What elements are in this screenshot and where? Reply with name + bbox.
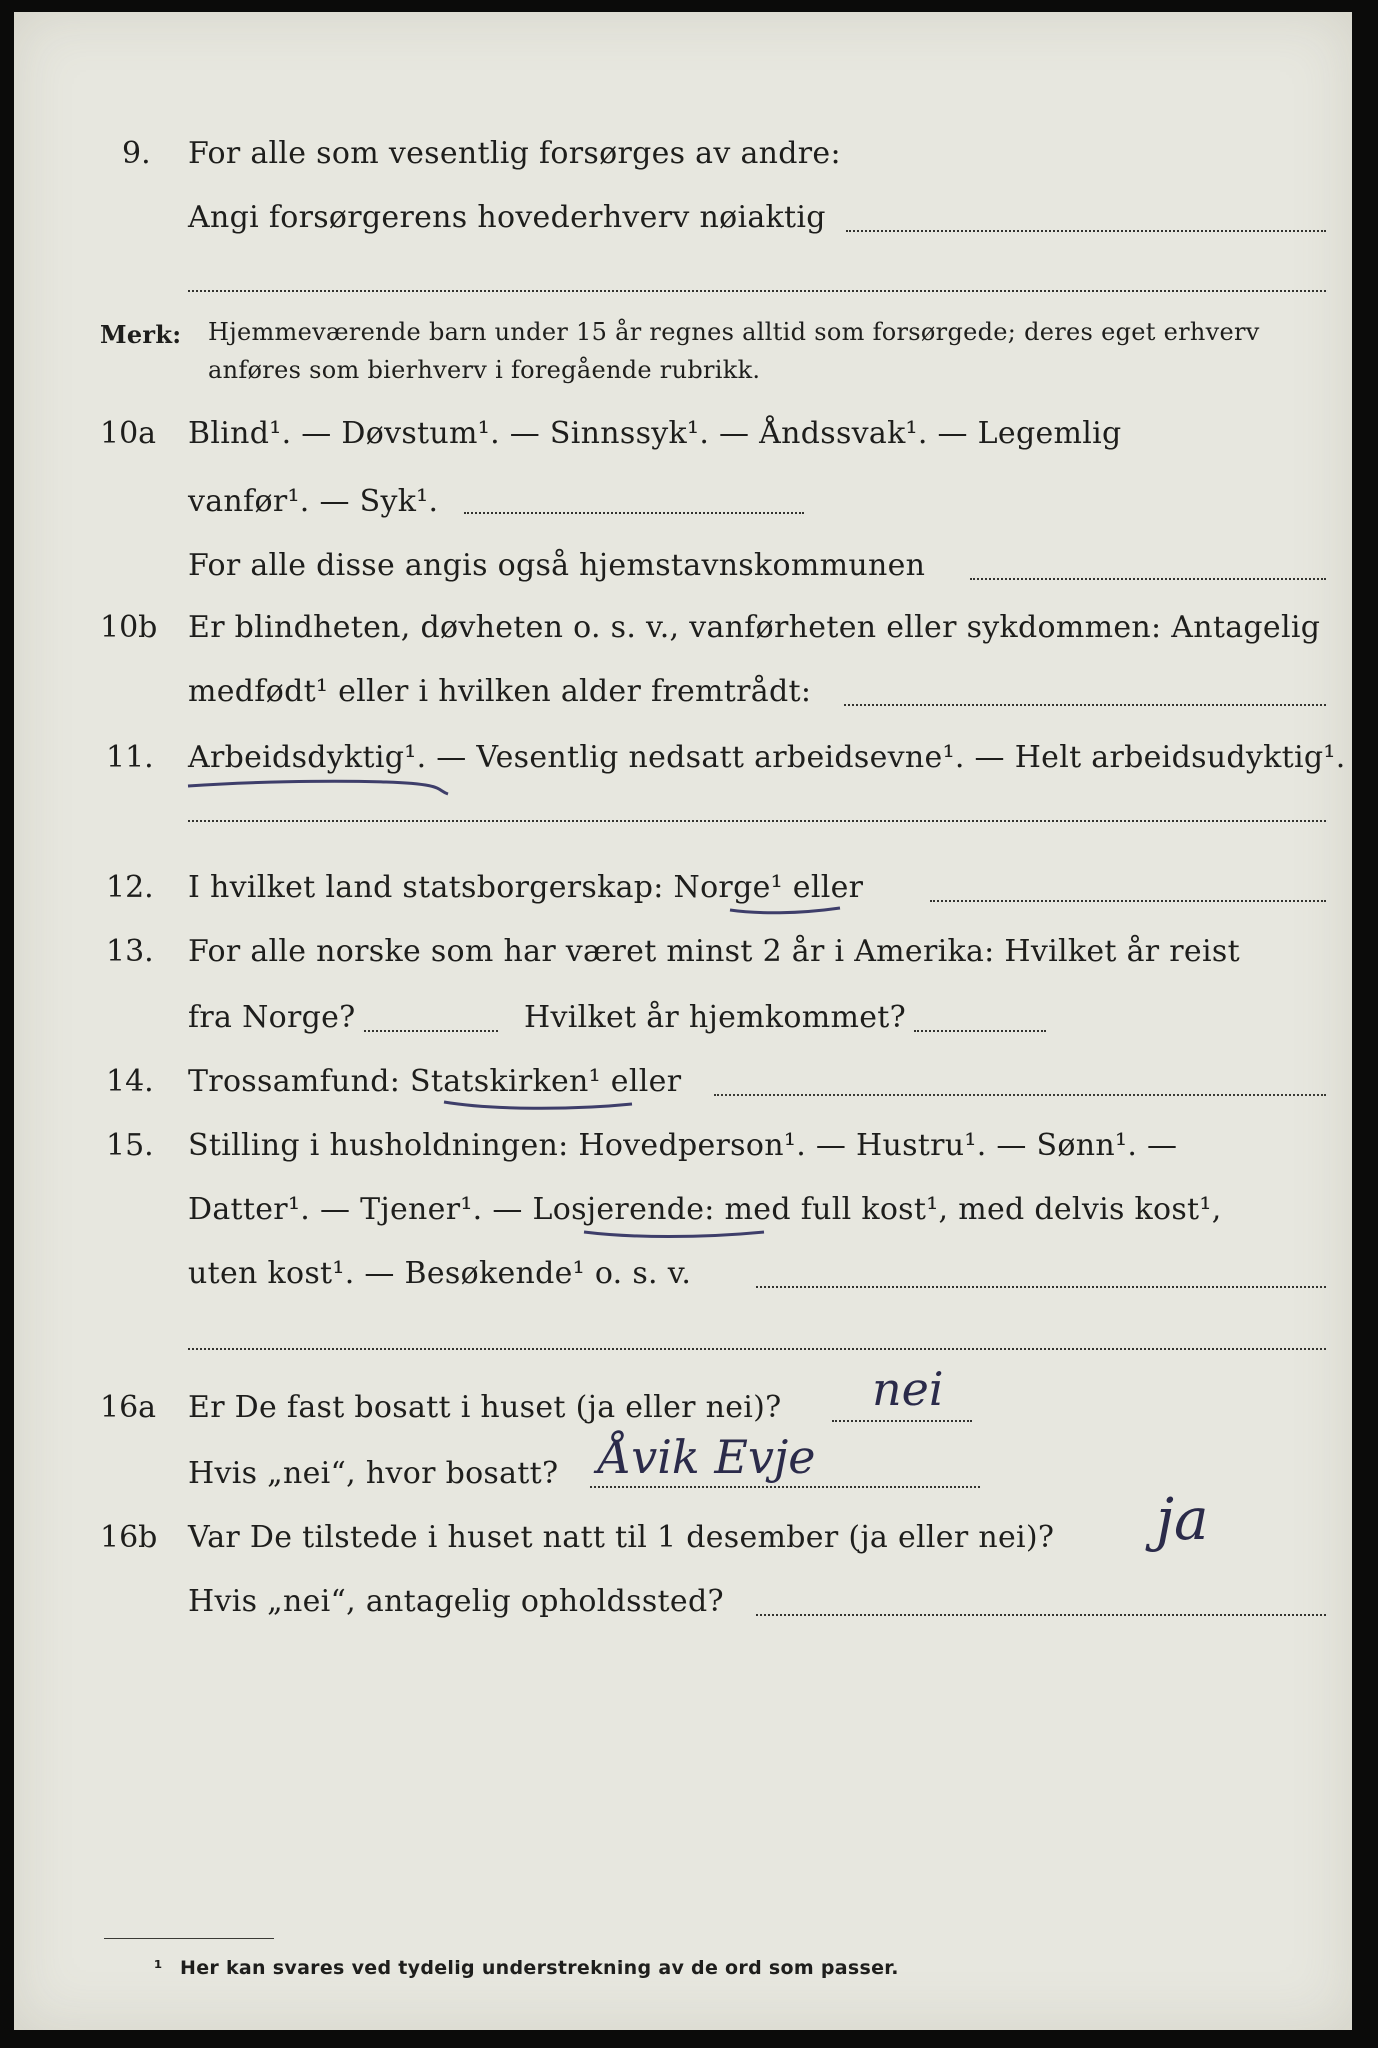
- q15-number: 15.: [106, 1128, 154, 1163]
- q10a-sick-answer-line[interactable]: [464, 512, 804, 514]
- q15-line1: Stilling i husholdningen: Hovedperson¹. — Hustru¹. — Sønn¹. —: [188, 1128, 1178, 1163]
- q15-answer-line-2[interactable]: [188, 1348, 1326, 1350]
- q14-underline-mark: [442, 1094, 642, 1118]
- q11-line1: Arbeidsdyktig¹. — Vesentlig nedsatt arbeidsevne¹. — Helt arbeidsudyktig¹.: [188, 740, 1346, 775]
- q13-line1: For alle norske som har været minst 2 år i Amerika: Hvilket år reist: [188, 934, 1240, 969]
- footnote-mark: ¹: [154, 1957, 163, 1979]
- q16a-number: 16a: [100, 1390, 157, 1425]
- footnote-text: Her kan svares ved tydelig understrekning av de ord som passer.: [180, 1957, 899, 1979]
- q10a-line2: vanfør¹. — Syk¹.: [188, 484, 439, 519]
- q16b-line2: Hvis „nei“, antagelig opholdssted?: [188, 1584, 724, 1619]
- q9-answer-line[interactable]: [846, 230, 1326, 232]
- q11-number: 11.: [106, 740, 154, 775]
- q13-departure-answer-line[interactable]: [364, 1030, 498, 1032]
- q12-line1: I hvilket land statsborgerskap: Norge¹ eller: [188, 870, 864, 905]
- q16a-handwritten-answer: nei: [872, 1362, 944, 1416]
- q9-line1: For alle som vesentlig forsørges av andre:: [188, 136, 841, 171]
- q10b-line1: Er blindheten, døvheten o. s. v., vanførheten eller sykdommen: Antagelig: [188, 610, 1321, 645]
- q16b-answer-line[interactable]: [756, 1614, 1326, 1616]
- q13-return-answer-line[interactable]: [914, 1030, 1046, 1032]
- q10a-line3: For alle disse angis også hjemstavnskommunen: [188, 548, 926, 583]
- q12-number: 12.: [106, 870, 154, 905]
- q10b-line2: medfødt¹ eller i hvilken alder fremtrådt:: [188, 674, 812, 709]
- q15-underline-mark: [582, 1224, 772, 1248]
- q10a-line1: Blind¹. — Døvstum¹. — Sinnssyk¹. — Åndssvak¹. — Legemlig: [188, 416, 1122, 451]
- q14-line1: Trossamfund: Statskirken¹ eller: [188, 1064, 682, 1099]
- census-form-page: [14, 12, 1352, 2030]
- q10a-municipality-answer-line[interactable]: [970, 578, 1326, 580]
- q16a-handwritten-address: Åvik Evje: [598, 1430, 816, 1484]
- q11-answer-line[interactable]: [188, 820, 1326, 822]
- q13-line2a: fra Norge?: [188, 1000, 356, 1035]
- q15-line2: Datter¹. — Tjener¹. — Losjerende: med full kost¹, med delvis kost¹,: [188, 1192, 1222, 1227]
- q10a-number: 10a: [100, 416, 157, 451]
- q10b-number: 10b: [100, 610, 158, 645]
- q16a-resident-answer-line[interactable]: [832, 1420, 972, 1422]
- q15-answer-line[interactable]: [756, 1286, 1326, 1288]
- q16a-line1: Er De fast bosatt i huset (ja eller nei)?: [188, 1390, 782, 1425]
- q9-number: 9.: [122, 136, 151, 171]
- q9-answer-line-2[interactable]: [188, 290, 1326, 292]
- q12-underline-mark: [728, 900, 848, 924]
- q9-line2: Angi forsørgerens hovederhverv nøiaktig: [188, 200, 826, 235]
- q16b-line1: Var De tilstede i huset natt til 1 desember (ja eller nei)?: [188, 1520, 1055, 1555]
- q10b-answer-line[interactable]: [844, 704, 1326, 706]
- merk-label: Merk:: [100, 320, 182, 349]
- q16a-address-answer-line[interactable]: [590, 1486, 980, 1488]
- q13-line2b: Hvilket år hjemkommet?: [524, 1000, 907, 1035]
- q16b-number: 16b: [100, 1520, 158, 1555]
- q13-number: 13.: [106, 934, 154, 969]
- merk-line2: anføres som bierhverv i foregående rubrikk.: [208, 356, 761, 384]
- q14-answer-line[interactable]: [714, 1094, 1326, 1096]
- q15-line3: uten kost¹. — Besøkende¹ o. s. v.: [188, 1256, 692, 1291]
- q16b-handwritten-answer: ja: [1156, 1485, 1209, 1553]
- q12-answer-line[interactable]: [930, 900, 1326, 902]
- merk-line1: Hjemmeværende barn under 15 år regnes alltid som forsørgede; deres eget erhverv: [208, 318, 1260, 346]
- footnote-rule: [104, 1938, 274, 1939]
- q14-number: 14.: [106, 1064, 154, 1099]
- q11-underline-mark: [186, 772, 456, 802]
- q16a-line2: Hvis „nei“, hvor bosatt?: [188, 1456, 559, 1491]
